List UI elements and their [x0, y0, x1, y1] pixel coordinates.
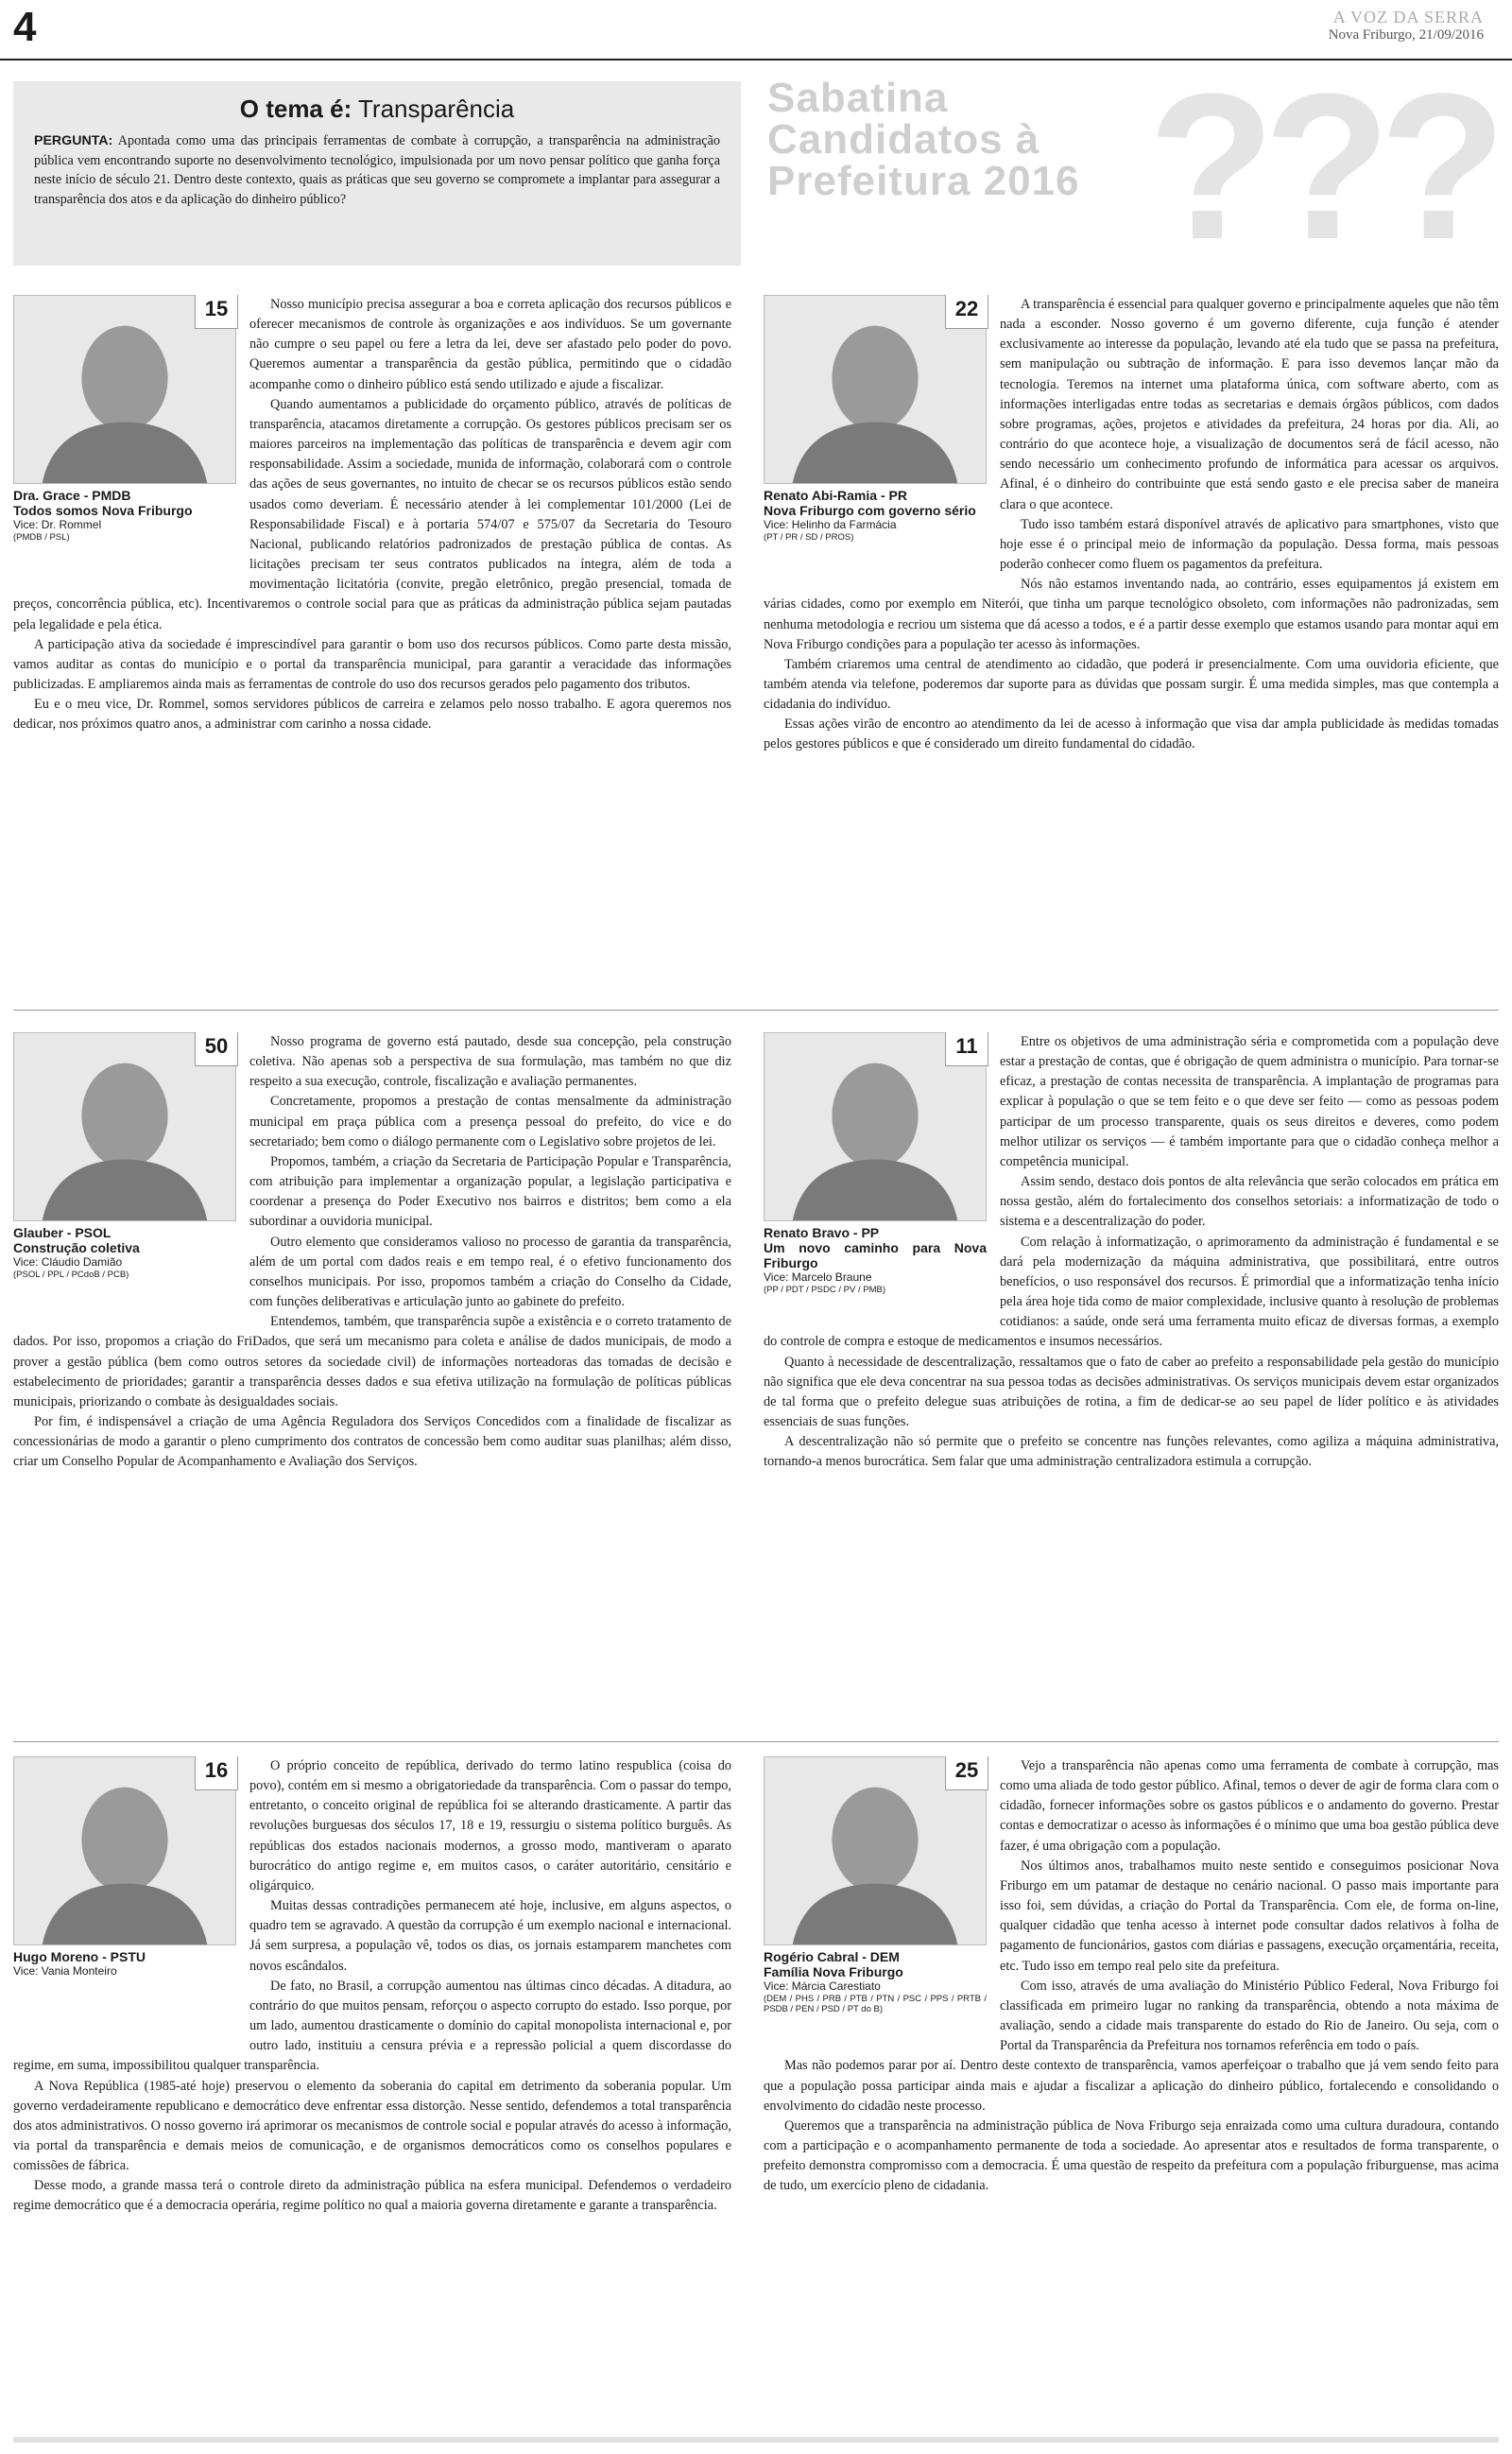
ballot-number: 15	[195, 295, 238, 329]
article-paragraph: Quando aumentamos a publicidade do orçamento público, através de políticas de transparência, atacamos diretamente a corrupção. Os gestores públicos precisam ser os maiores parceiros na implementação das políticas de transparência e devem agir com responsabilidade. Assim a sociedade, munida de informação, colaborará com o controle das ações de seus governantes, no intuito de checar se os recursos públicos estão sendo usados como deveriam. É necessário atender à lei complementar 101/2000 (Lei de Responsabilidade Fiscal) e à portaria 574/07 e 575/07 da Secretaria do Tesouro Nacional, publicando relatórios padronizados de prestação pública de contas. As licitações precisam ter seus contratos publicados na íntegra, além de toda a movimentação licitatória (convite, pregão eletrônico, pregão presencial, tomada de preços, concorrência pública, etc). Incentivaremos o controle social para que as práticas da administração pública sejam pautadas pela legalidade e pela ética.	[13, 396, 731, 632]
section-divider	[13, 1741, 1499, 1742]
ballot-number: 25	[945, 1756, 988, 1790]
ballot-number: 22	[945, 295, 988, 329]
candidate-name: Hugo Moreno - PSTU	[13, 1949, 146, 1964]
vice-candidate: Vice: Vania Monteiro	[13, 1964, 117, 1979]
article-paragraph: Com relação à informatização, o aprimoramento da administração é fundamental e se dará pela modernização da máquina administrativa, que possibilitará, entre outros benefícios, o uso responsável dos recursos. É primordial que a informatização tenha início pela área hoje tida como de maior complexidade, inclusive quanto à resolução de problemas cotidianos: a saúde, onde será uma ferramenta muito eficaz de diversas formas, a exemplo do controle de compra e estoque de medicamentos e insumos necessários.	[764, 1234, 1499, 1350]
theme-question	[34, 131, 720, 209]
article-paragraph: A descentralização não só permite que o prefeito se concentre nas funções relevantes, como agiliza a máquina administrativa, tornando-a menos burocrática. Sem falar que uma administração centralizadora estimula a corrupção.	[764, 1434, 1499, 1470]
candidate-card	[764, 1756, 987, 2031]
candidate-name: Renato Abi-Ramia - PR	[764, 488, 907, 503]
party-list: (PSOL / PPL / PCdoB / PCB)	[13, 1269, 129, 1280]
vice-candidate: Vice: Helinho da Farmácia	[764, 518, 897, 532]
section-divider	[13, 1010, 1499, 1011]
question-label: PERGUNTA:	[34, 133, 113, 148]
article-paragraph: Tudo isso também estará disponível através de aplicativo para smartphones, visto que hoje esse é o principal meio de informação da população. Dessa forma, mais pessoas poderão conhecer como fluem os pagamentos da prefeitura.	[1000, 516, 1499, 573]
article-paragraph: Quanto à necessidade de descentralização, ressaltamos que o fato de caber ao prefeito a responsabilidade pela gestão do município não significa que ele deva concentrar na sua pessoa todas as decisões administrativas. Os serviços municipais devem estar organizados de tal forma que o prefeito delegue suas atribuições de rotina, a fim de dedicar-se ao seu papel de líder político e às atividades essenciais de suas funções.	[764, 1354, 1499, 1429]
article-paragraph: A transparência é essencial para qualquer governo e principalmente aqueles que não têm nada a esconder. Nosso governo é um governo diferente, cuja função é atender exclusivamente ao interesse da população, levando até ela tudo que se passa na prefeitura, sem manipulação ou subtração de informação. E para isso devemos lançar mão da tecnologia. Teremos na internet uma plataforma única, com software aberto, com as informações interligadas entre todas as secretarias e demais órgãos públicos, com dados sobre programas, ações, projetos e atividades da prefeitura, 24 horas por dia. Ali, ao contrário do que acontece hoje, a visualização de documentos será de fácil acesso, não sendo necessário um conhecimento profundo de informática para acessar os arquivos. Afinal, é o dinheiro do contribuinte que está sendo gasto e ele precisa saber de maneira clara o que acontece.	[1000, 297, 1499, 512]
article-paragraph: De fato, no Brasil, a corrupção aumentou nas últimas cinco décadas. A ditadura, ao contrário do que muitos pensam, reforçou o aspecto corrupto do estado. Isso porque, por um lado, aumentou drasticamente o domínio do capital monopolista internacional e, por outro lado, instituiu a censura prévia e a repressão policial a quem discordasse do regime, em suma, impossibilitou qualquer transparência.	[13, 1978, 731, 2074]
theme-title-topic: Transparência	[358, 95, 515, 123]
party-list: (PP / PDT / PSDC / PV / PMB)	[764, 1284, 885, 1295]
article-paragraph: Essas ações virão de encontro ao atendimento da lei de acesso à informação que visa dar ampla publicidade às medidas tomadas pelos gestores públicos e que é considerado um direito fundamental do cidadão.	[764, 717, 1499, 752]
sabatina-title	[767, 78, 1080, 202]
candidate-article-16	[13, 1756, 731, 2429]
candidate-name: Glauber - PSOL	[13, 1225, 112, 1240]
article-paragraph: A Nova República (1985-até hoje) preservou o elemento da soberania do capital em detrimento da soberania popular. Um governo verdadeiramente republicano e democrático deve enfrentar essa distorção. Nesse sentido, defendemos a total transparência dos atos administrativos. O nosso governo irá aprimorar os mecanismos de controle social e popular através do acesso à informação, via portal da transparência e demais meios de comunicação, e de organismos democráticos como os conselhos populares e comissões de fábrica.	[13, 2078, 731, 2174]
coalition-name: Construção coletiva	[13, 1240, 140, 1256]
coalition-name: Nova Friburgo com governo sério	[764, 503, 976, 519]
article-paragraph: Nos últimos anos, trabalhamos muito neste sentido e conseguimos posicionar Nova Friburgo em um patamar de destaque no cenário nacional. O passo mais importante para isso foi, sem dúvidas, a criação do Portal da Transparência. Com ele, de forma on-line, qualquer cidadão que tenha acesso à internet pode consultar dados relativos à folha de pagamento de funcionários, gastos com diárias e passagens, execução orçamentária, receita, etc. Tudo isso em tempo real pelo site da prefeitura.	[1000, 1858, 1499, 1974]
article-paragraph: Nosso município precisa assegurar a boa e correta aplicação dos recursos públicos e oferecer mecanismos de controle às organizações e aos indivíduos. Se um governante não cumpre o seu papel ou fere a letra da lei, deve ser afastado pelo poder do povo. Queremos aumentar a transparência da gestão pública, permitindo que o cidadão acompanhe como o dinheiro público está sendo utilizado e ajude a fiscalizar.	[249, 297, 731, 392]
edition-date: Nova Friburgo, 21/09/2016	[1328, 27, 1484, 43]
candidate-card	[764, 295, 987, 569]
candidate-article-22	[764, 295, 1499, 994]
candidate-name: Renato Bravo - PP	[764, 1225, 880, 1240]
article-paragraph: Também criaremos uma central de atendimento ao cidadão, que poderá ir presencialmente. Com uma ouvidoria eficiente, que também atenda via telefone, poderemos dar suporte para as dúvidas que possam surgir. É uma medida simples, mas que contempla a cidadania do indivíduo.	[764, 656, 1499, 713]
masthead	[1329, 8, 1484, 43]
article-paragraph: Desse modo, a grande massa terá o controle direto da administração pública na esfera municipal. Defendemos o verdadeiro regime democrático que é a democracia operária, regime político no qual a maioria governa diretamente e garante a transparência.	[13, 2178, 731, 2214]
coalition-name: Um novo caminho para Nova Friburgo	[764, 1240, 987, 1271]
article-paragraph: Nós não estamos inventando nada, ao contrário, esses equipamentos já existem em várias cidades, como por exemplo em Niterói, que tinha um parque tecnológico obsoleto, com informações não padronizadas, sem nenhuma metodologia e recriou um sistema que dá acesso a todos, e é a partir desse exemplo que estamos usando para montar aqui em Nova Friburgo condições para a população ter acesso às informações.	[764, 577, 1499, 652]
article-paragraph: Entendemos, também, que transparência supõe a existência e o correto tratamento de dados. Por isso, propomos a criação do FriDados, que será um mecanismo para coleta e análise de dados municipais, de modo a prover a gestão pública (bem como outros setores da sociedade civil) de informações norteadoras das tomadas de decisão e estabelecimento de prioridades; garantir a transparência desses dados e sua efetiva utilização na formulação de políticas públicas municipais, priorizando o combate às desigualdades sociais.	[13, 1314, 731, 1409]
candidate-article-11	[764, 1032, 1499, 1732]
article-paragraph: Assim sendo, destaco dois pontos de alta relevância que serão colocados em prática em nossa gestão, além do fortalecimento dos conselhos setoriais: a informatização de todo o sistema e a descentralização do poder.	[1000, 1174, 1499, 1230]
party-list: (PMDB / PSL)	[13, 531, 70, 543]
candidate-card	[13, 1032, 236, 1306]
candidate-caption	[764, 1225, 987, 1295]
sabatina-line-1: Sabatina	[767, 78, 949, 121]
sabatina-line-3: Prefeitura 2016	[767, 158, 1080, 204]
ballot-number: 11	[945, 1032, 988, 1066]
vice-candidate: Vice: Márcia Carestiato	[764, 1979, 881, 1994]
theme-box	[13, 81, 741, 266]
party-list: (DEM / PHS / PRB / PTB / PTN / PSC / PPS / PRTB / PSDB / PEN / PSD / PT do B)	[764, 1993, 987, 2014]
article-paragraph: Eu e o meu vice, Dr. Rommel, somos servidores públicos de carreira e zelamos pelo nosso trabalho. E agora queremos nos dedicar, nos próximos quatro anos, a administrar com carinho a nossa cidade.	[13, 697, 731, 733]
candidate-name: Rogério Cabral - DEM	[764, 1949, 900, 1964]
page-header	[0, 0, 1512, 60]
vice-candidate: Vice: Dr. Rommel	[13, 518, 102, 532]
coalition-name: Família Nova Friburgo	[764, 1964, 903, 1980]
article-paragraph: Vejo a transparência não apenas como uma ferramenta de combate à corrupção, mas como uma aliada de todo gestor público. Afinal, temos o dever de agir de forma clara com o cidadão, fornecer informações sobre os gastos públicos e o andamento do governo. Prestar contas e democratizar o acesso às informações é o mínimo que uma boa gestão pública deve fazer, é uma obrigação com a população.	[1000, 1758, 1499, 1854]
party-list: (PT / PR / SD / PROS)	[764, 531, 854, 543]
vice-candidate: Vice: Cláudio Damião	[13, 1255, 123, 1270]
candidate-article-50	[13, 1032, 731, 1732]
candidate-card	[764, 1032, 987, 1306]
article-paragraph: Mas não podemos parar por aí. Dentro deste contexto de transparência, vamos aperfeiçoar o trabalho que já vem sendo feito para que a população possa participar ainda mais e ajudar a fiscalizar a aplicação do dinheiro público, fortalecendo e consolidando o envolvimento do cidadão neste processo.	[764, 2058, 1499, 2114]
article-paragraph: Entre os objetivos de uma administração séria e comprometida com a população deve estar a prestação de contas, que é obrigação de quem administra o município. Para tornar-se eficaz, a prestação de contas necessita de transparência. A implantação de programas para explicar à população o que se tem feito e o que deve ser feito — como as pessoas podem participar de um processo transparente, quais os seus direitos e deveres, como podem melhor utilizar os serviços — é também importante para que o cidadão conheça melhor a competência municipal.	[1000, 1034, 1499, 1169]
newspaper-brand: A VOZ DA SERRA	[1332, 8, 1484, 26]
candidate-article-15	[13, 295, 731, 976]
candidate-card	[13, 1756, 236, 2031]
candidate-caption	[764, 1949, 987, 2014]
candidate-article-25	[764, 1756, 1499, 2429]
candidate-card	[13, 295, 236, 569]
vice-candidate: Vice: Marcelo Braune	[764, 1270, 872, 1285]
page-number: 4	[13, 4, 37, 50]
question-text: Apontada como uma das principais ferramentas de combate à corrupção, a transparência na administração pública vem encontrando suporte no desenvolvimento tecnológico, impulsionada por um novo pensar político que ganha força neste início de século 21. Dentro deste contexto, quais as práticas que seu governo se compromete a implantar para assegurar a transparência dos atos e da aplicação do dinheiro público?	[34, 133, 720, 207]
article-paragraph: Outro elemento que consideramos valioso no processo de garantia da transparência, além de um portal com dados reais e em tempo real, é o efetivo funcionamento dos conselhos municipais. Por isso, propomos também a criação do Conselho da Cidade, com funções deliberativas e articulação junto ao gabinete do prefeito.	[249, 1234, 731, 1310]
sabatina-logo	[764, 78, 1501, 267]
ballot-number: 16	[195, 1756, 238, 1790]
candidate-name: Dra. Grace - PMDB	[13, 488, 131, 503]
candidate-caption	[13, 488, 236, 543]
article-paragraph: Por fim, é indispensável a criação de uma Agência Reguladora dos Serviços Concedidos com a finalidade de fiscalizar as concessionárias de modo a garantir o pleno cumprimento dos contratos de concessão bem como auditar suas planilhas; além disso, criar um Conselho Popular de Acompanhamento e Avaliação dos Serviços.	[13, 1413, 731, 1470]
theme-title-prefix: O tema é:	[239, 95, 352, 123]
article-paragraph: Propomos, também, a criação da Secretaria de Participação Popular e Transparência, com atribuição para implementar a organização popular, a legislação participativa e coordenar a presença do Poder Executivo nos bairros e distritos; bem como a ela subordinar a ouvidoria municipal.	[249, 1153, 731, 1230]
question-marks-graphic: ???	[1147, 78, 1495, 267]
candidate-caption	[13, 1225, 236, 1280]
theme-title	[34, 95, 720, 124]
page-footer-bar	[13, 2437, 1499, 2443]
article-paragraph: Com isso, através de uma avaliação do Ministério Público Federal, Nova Friburgo foi classificada em primeiro lugar no ranking da transparência, obtendo a nota máxima de avaliação, sendo a cidade mais transparente do estado do Rio de Janeiro. Ou seja, com o Portal da Transparência da Prefeitura nos tornamos referência em todo o país.	[1000, 1978, 1499, 2054]
article-paragraph: Concretamente, propomos a prestação de contas mensalmente da administração municipal em praça pública com a presença pessoal do prefeito, do vice e do secretariado; bem como o diálogo permanente com o Legislativo sobre projetos de lei.	[249, 1094, 731, 1149]
candidate-caption	[13, 1949, 236, 1978]
article-paragraph: Nosso programa de governo está pautado, desde sua concepção, pela construção coletiva. Não apenas sob a perspectiva de sua formulação, mas também no que diz respeito a sua execução, controle, fiscalização e avaliação permanentes.	[249, 1034, 731, 1090]
article-paragraph: A participação ativa da sociedade é imprescindível para garantir o bom uso dos recursos públicos. Como parte desta missão, vamos auditar as contas do município e o portal da transparência municipal, para garantir a veracidade das informações publicizadas. E ampliaremos ainda mais as ferramentas de controle do uso dos recursos gerados pelo pagamento dos tributos.	[13, 636, 731, 692]
article-paragraph: O próprio conceito de república, derivado do termo latino respublica (coisa do povo), contém em si mesmo a obrigatoriedade da transparência. Com o passar do tempo, entretanto, o conceito original de república foi se alterando drasticamente. A partir das revoluções burguesas dos séculos 17, 18 e 19, ressurgiu o sistema político burguês. As repúblicas dos estados nacionais modernos, a grosso modo, mantiveram o aparato burocrático do antigo regime e, em muitos casos, o caráter autoritário, censitário e oligárquico.	[249, 1758, 731, 1893]
article-paragraph: Muitas dessas contradições permanecem até hoje, inclusive, em alguns aspectos, o quadro tem se agravado. A questão da corrupção é um exemplo nacional e internacional. Já sem surpresa, a população vê, todos os dias, os jornais estamparem manchetes com novos escândalos.	[249, 1898, 731, 1974]
sabatina-line-2: Candidatos à	[767, 116, 1040, 163]
article-paragraph: Queremos que a transparência na administração pública de Nova Friburgo seja enraizada como uma cultura duradoura, contando com a participação e o acompanhamento permanente de toda a sociedade. Ao apresentar atos e resultados de forma transparente, o prefeito demonstra compromisso com a democracia. É uma questão de respeito da prefeitura com a população friburguense, mas acima de tudo, um exercício pleno de cidadania.	[764, 2117, 1499, 2194]
coalition-name: Todos somos Nova Friburgo	[13, 503, 193, 519]
candidate-caption	[764, 488, 987, 543]
ballot-number: 50	[195, 1032, 238, 1066]
